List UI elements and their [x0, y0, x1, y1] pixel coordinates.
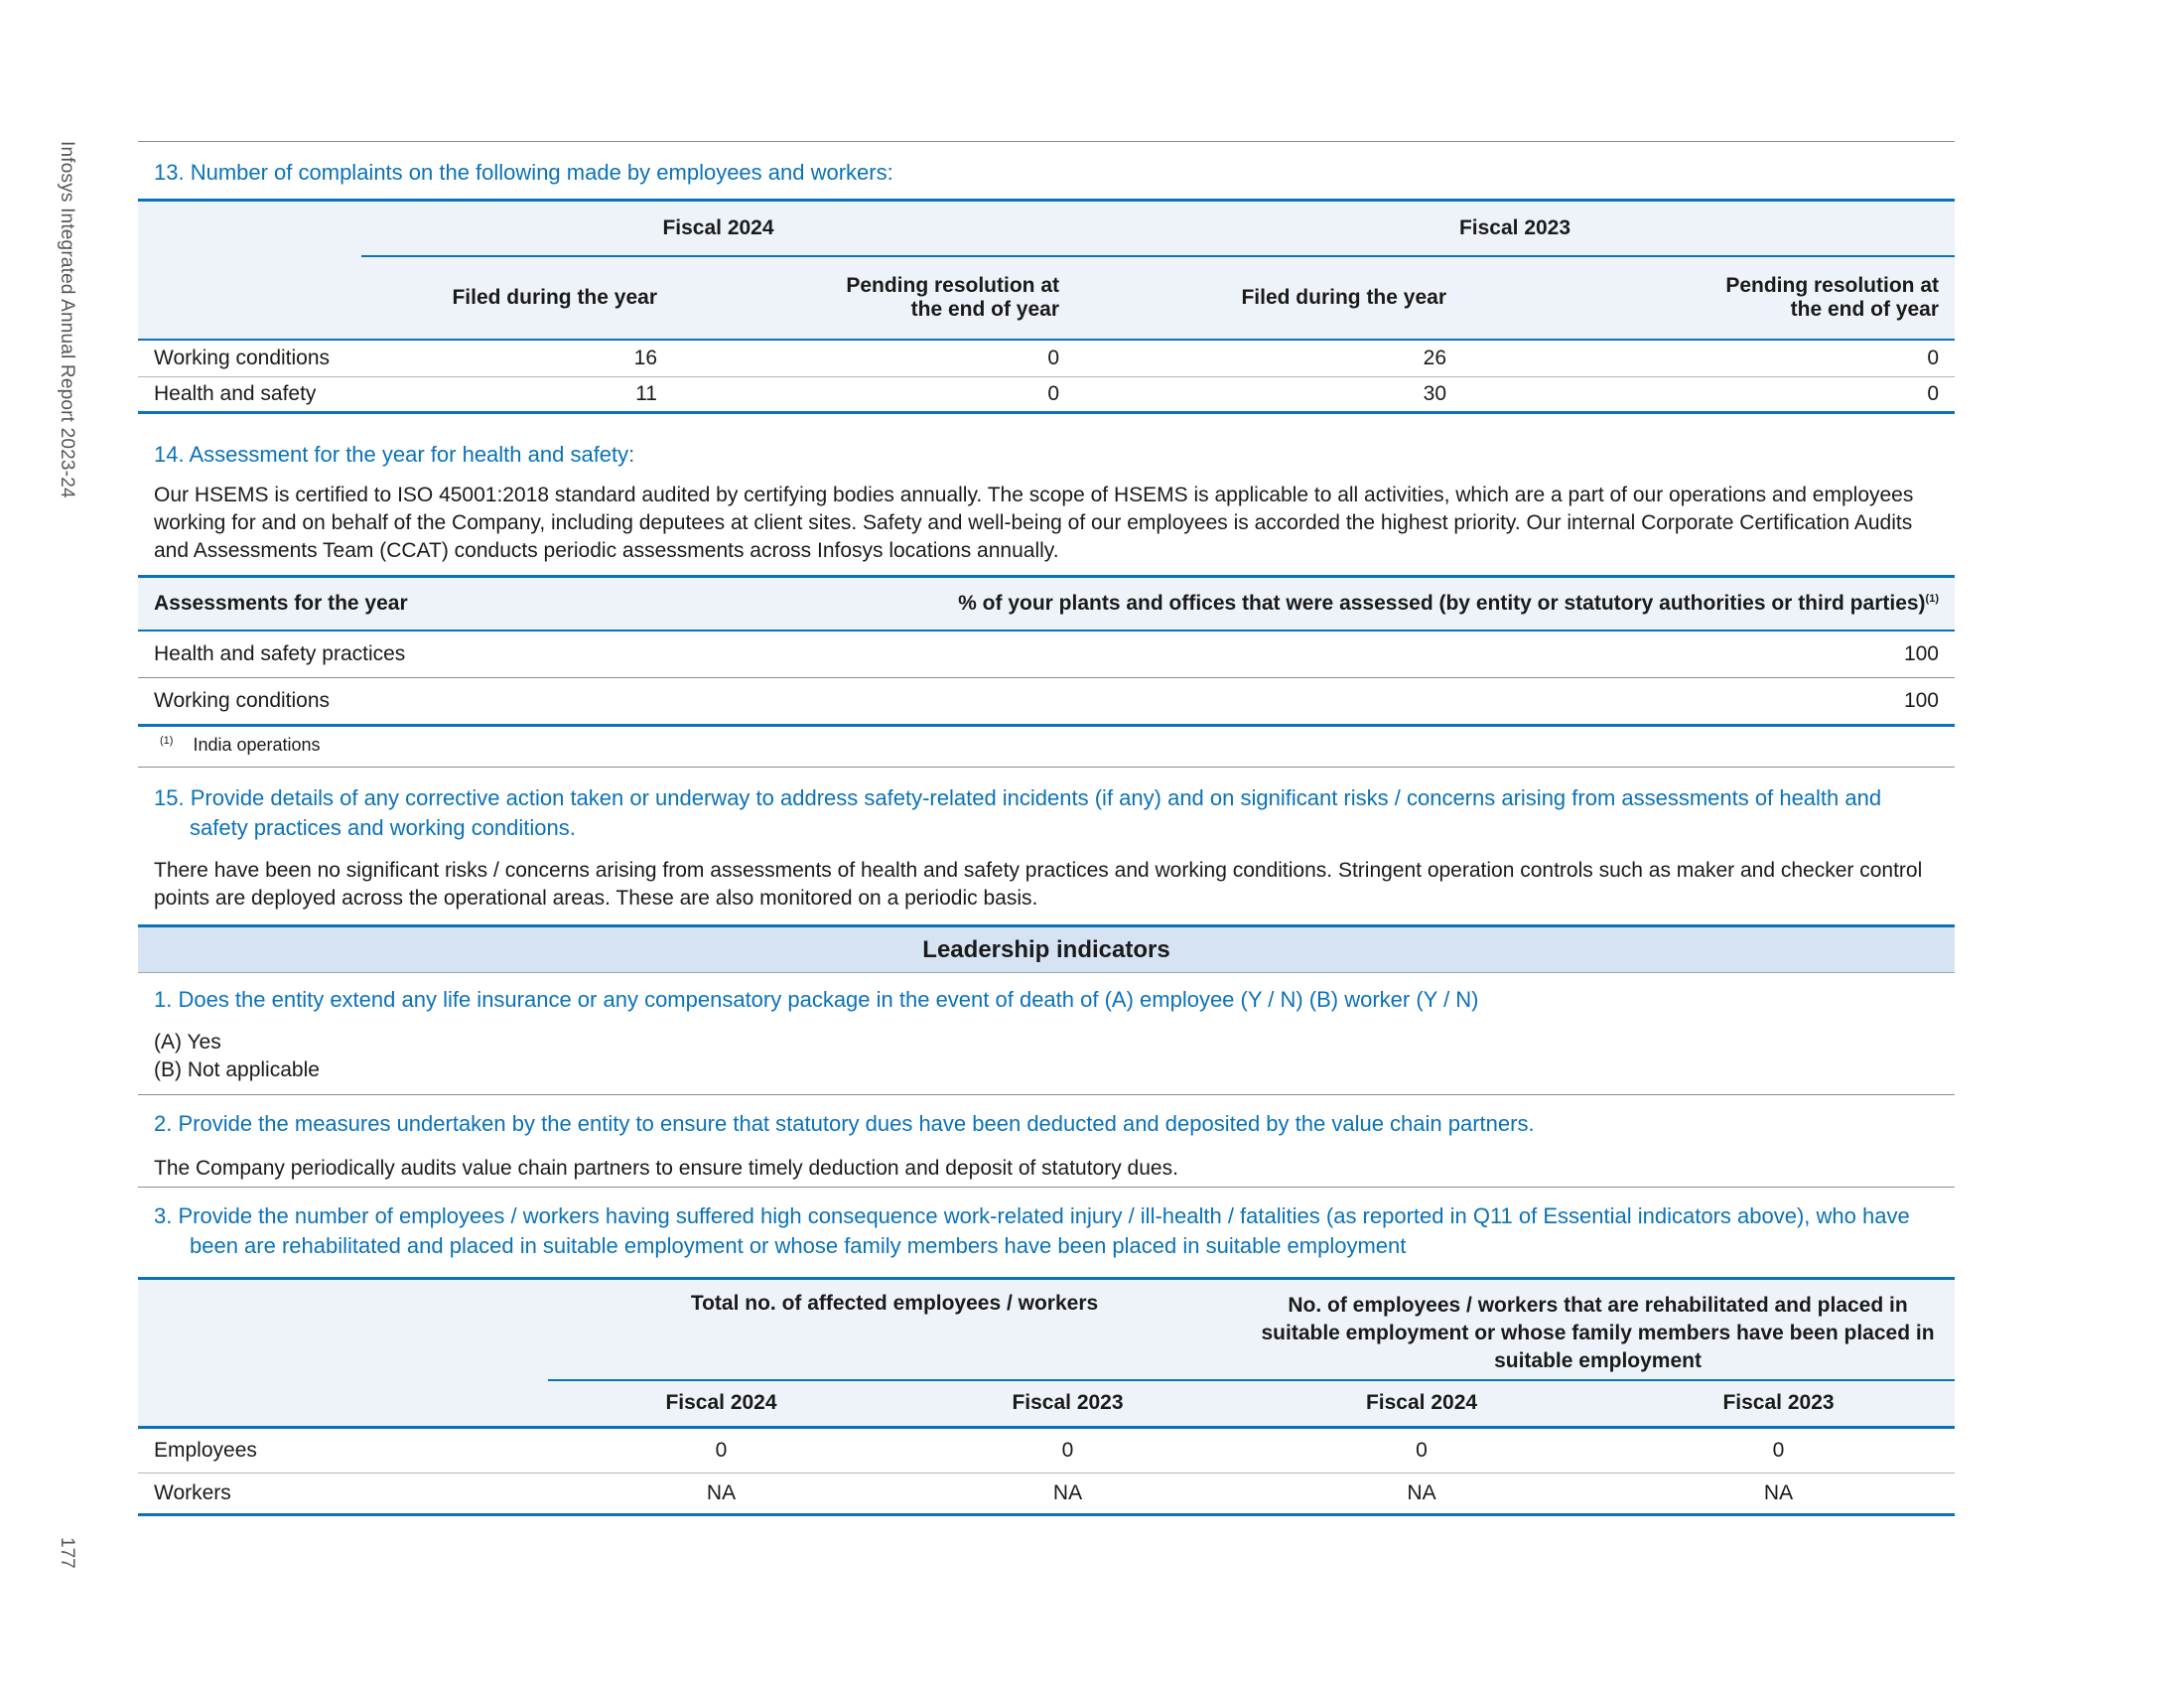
q13-col-pending-b: Pending resolution at the end of year: [1725, 273, 1939, 321]
report-title-vertical: Infosys Integrated Annual Report 2023-24: [57, 141, 77, 498]
divider: [138, 1187, 1955, 1188]
top-divider: [138, 141, 1955, 142]
l3-title: 3. Provide the number of employees / workers having suffered high consequence work-related injury / ill-health / fatalities (as reported in Q11 of Essential indicators above), who have been are rehabilitated and placed in suitable employment or whose family members have been placed in suitable employment: [154, 1203, 1910, 1258]
table-row: Health and safety practices 100: [138, 631, 1955, 678]
divider: [138, 1094, 1955, 1095]
page-content: [138, 141, 1955, 1516]
q13-title: 13. Number of complaints on the following made by employees and workers:: [154, 160, 893, 185]
l1-answer-b: (B) Not applicable: [154, 1058, 320, 1081]
q13-fiscal-a: Fiscal 2024: [361, 201, 1075, 256]
l3-group-a: Total no. of affected employees / workers: [548, 1279, 1241, 1380]
q15-paragraph: There have been no significant risks / concerns arising from assessments of health and safety practices and working conditions. Stringent operation controls such as maker and checker control points are deployed across the operational areas. These are also monitored on a periodic basis.: [154, 859, 1923, 910]
l3-fiscal-b-24: Fiscal 2024: [1365, 1391, 1478, 1415]
table-row: Workers NA NA NA NA: [138, 1474, 1955, 1515]
table-row: Working conditions 16 0 26 0: [138, 340, 1955, 377]
l2-paragraph: The Company periodically audits value chain partners to ensure timely deduction and deposit of statutory dues.: [154, 1157, 1178, 1180]
q14-footnote: $^{(1)}$ India operations: [138, 727, 1955, 768]
l3-fiscal-a-23: Fiscal 2023: [1012, 1391, 1124, 1415]
l1-title: 1. Does the entity extend any life insurance or any compensatory package in the event of death of (A) employee (Y / N) (B) worker (Y / N): [154, 987, 1479, 1012]
table-row: Working conditions 100: [138, 678, 1955, 726]
q13-col-filed-a: Filed during the year: [452, 285, 657, 309]
l3-corner-cell: [138, 1279, 548, 1380]
q13-col-pending-a: Pending resolution at the end of year: [846, 273, 1059, 321]
q13-col-filed-b: Filed during the year: [1241, 285, 1446, 309]
table-row: Health and safety 11 0 30 0: [138, 377, 1955, 413]
q14-paragraph: Our HSEMS is certified to ISO 45001:2018 standard audited by certifying bodies annually. The scope of HSEMS is applicable to all activities, which are a part of our operations and employees working for and on behalf of the Company, including deputees at client sites. Safety and well-being of our employees is accorded the highest priority. Our internal Corporate Certification Audits and Assessments Team (CCAT) conducts periodic assessments across Infosys locations annually.: [154, 484, 1914, 562]
q13-fiscal-b: Fiscal 2023: [1075, 201, 1955, 256]
l3-fiscal-b-23: Fiscal 2023: [1722, 1391, 1835, 1415]
q14-title: 14. Assessment for the year for health and safety:: [154, 442, 635, 467]
q15-title: 15. Provide details of any corrective action taken or underway to address safety-related incidents (if any) and on significant risks / concerns arising from assessments of health and safety practices and working conditions.: [154, 785, 1882, 840]
table-row: Employees 0 0 0 0: [138, 1428, 1955, 1474]
leadership-heading: Leadership indicators: [138, 924, 1955, 973]
l3-table: [138, 1277, 1955, 1516]
l3-group-b: No. of employees / workers that are rehabilitated and placed in suitable employment or whose family members have been placed in suitable employment: [1241, 1279, 1955, 1380]
q13-table: [138, 199, 1955, 414]
q14-col-right: % of your plants and offices that were assessed (by entity or statutory authorities or third parties)$^{(1)}$: [958, 591, 1939, 615]
l2-title: 2. Provide the measures undertaken by the entity to ensure that statutory dues have been deducted and deposited by the value chain partners.: [154, 1111, 1535, 1136]
q14-col-left: Assessments for the year: [154, 591, 408, 615]
page-number: 177: [57, 1537, 77, 1569]
q14-table: [138, 575, 1955, 727]
l3-fiscal-a-24: Fiscal 2024: [665, 1391, 777, 1415]
q13-corner-cell: [138, 201, 361, 256]
l1-answer-a: (A) Yes: [154, 1031, 221, 1054]
